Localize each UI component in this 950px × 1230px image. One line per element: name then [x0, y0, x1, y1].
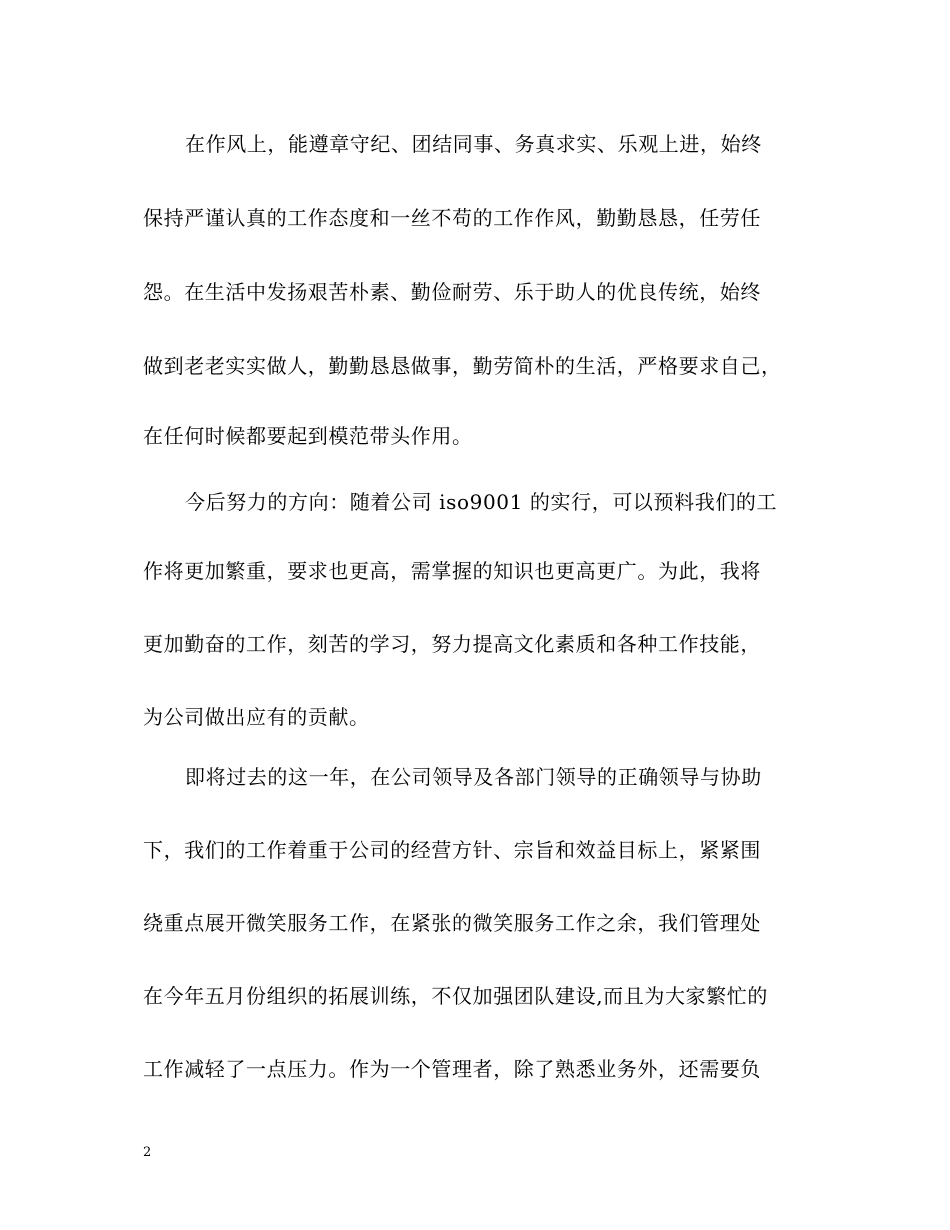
- paragraph-line: 即将过去的这一年，在公司领导及各部门领导的正确领导与协助: [185, 765, 762, 789]
- paragraph-line: 为公司做出应有的贡献。: [143, 705, 370, 729]
- paragraph-line: 怨。在生活中发扬艰苦朴素、勤俭耐劳、乐于助人的优良传统，始终: [143, 280, 761, 304]
- paragraph-line: 工作减轻了一点压力。作为一个管理者，除了熟悉业务外，还需要负: [143, 1057, 761, 1081]
- paragraph-line: 在今年五月份组织的拓展训练，不仅加强团队建设,而且为大家繁忙的: [143, 984, 768, 1008]
- page-number: 2: [143, 1145, 152, 1160]
- paragraph-line: 绕重点展开微笑服务工作，在紧张的微笑服务工作之余，我们管理处: [143, 911, 761, 935]
- paragraph-line: 做到老老实实做人，勤勤恳恳做事，勤劳简朴的生活，严格要求自己，: [143, 354, 782, 378]
- paragraph-line: 在任何时候都要起到模范带头作用。: [143, 424, 473, 448]
- paragraph-line: 下，我们的工作着重于公司的经营方针、宗旨和效益目标上，紧紧围: [143, 838, 761, 862]
- paragraph-line: 保持严谨认真的工作态度和一丝不苟的工作作风，勤勤恳恳，任劳任: [143, 206, 761, 230]
- paragraph-line: 作将更加繁重，要求也更高，需掌握的知识也更高更广。为此，我将: [143, 559, 761, 583]
- paragraph-line: 今后努力的方向：随着公司 iso9001 的实行，可以预料我们的工: [185, 490, 778, 514]
- paragraph-line: 更加勤奋的工作，刻苦的学习，努力提高文化素质和各种工作技能，: [143, 632, 761, 656]
- paragraph-line: 在作风上，能遵章守纪、团结同事、务真求实、乐观上进，始终: [185, 132, 762, 156]
